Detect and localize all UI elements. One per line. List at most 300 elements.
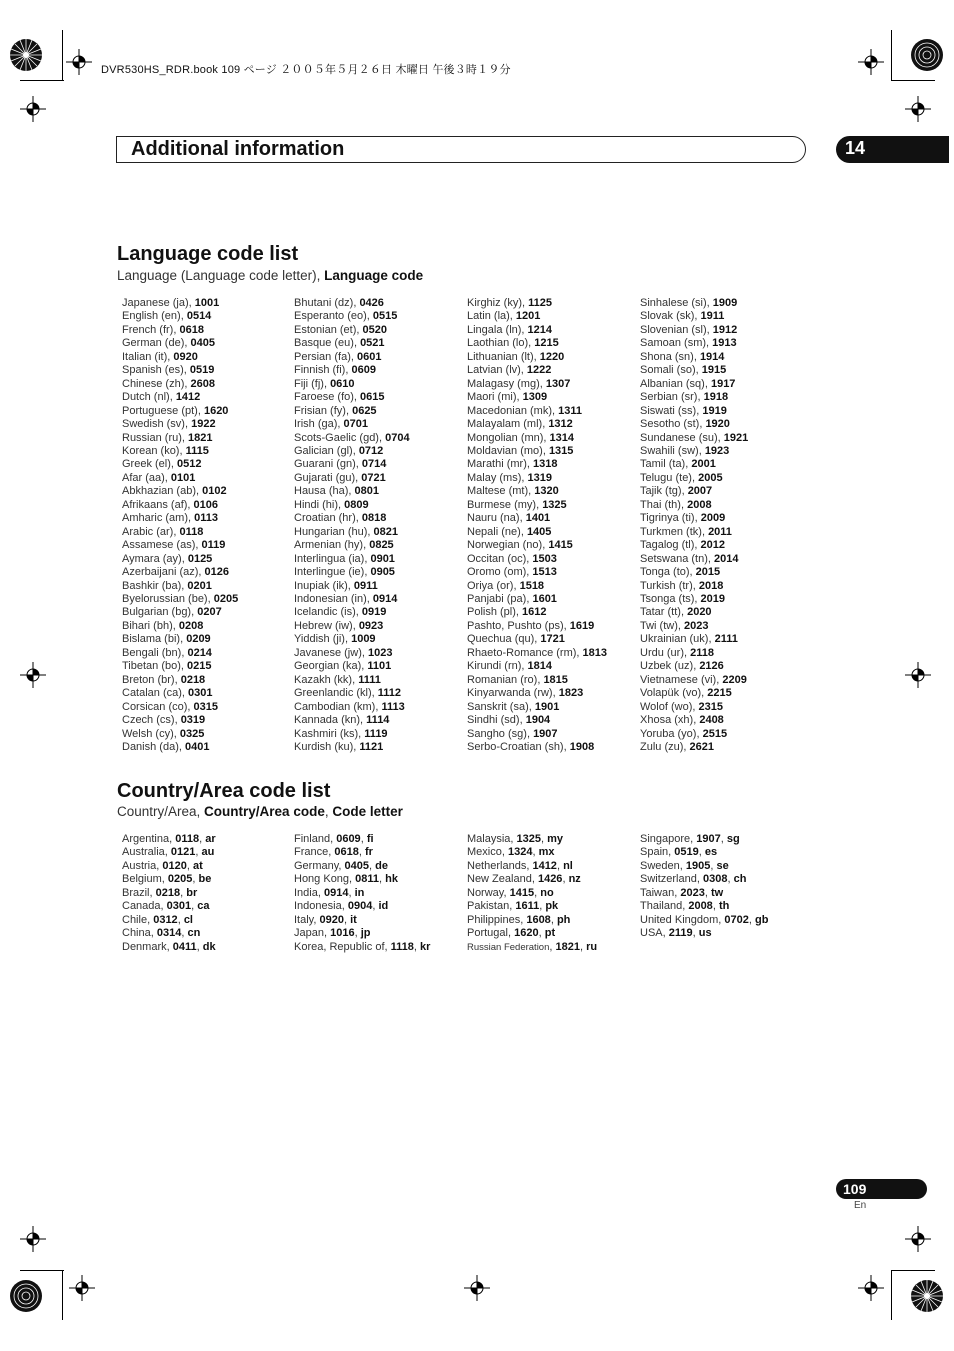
country-code: 2023 — [680, 886, 705, 899]
language-code: 0209 — [186, 633, 211, 646]
country-entry: Denmark, 0411, dk — [122, 940, 216, 953]
country-code: 0702 — [724, 913, 749, 926]
language-entry: Basque (eu), 0521 — [294, 337, 385, 350]
language-code: 2111 — [714, 633, 738, 646]
country-code: 1620 — [514, 927, 539, 940]
language-entry: Greenlandic (kl), 1112 — [294, 687, 402, 700]
language-name: Quechua (qu) — [467, 633, 535, 646]
language-entry: Bhutani (dz), 0426 — [294, 297, 384, 309]
country-letter: es — [704, 846, 718, 859]
country-letter: id — [378, 900, 389, 913]
registration-target-icon — [20, 662, 46, 688]
registration-target-icon — [20, 1226, 46, 1252]
country-letter: my — [547, 833, 564, 845]
country-name: Sweden — [640, 859, 680, 872]
color-registration-icon — [9, 1279, 43, 1313]
language-entry: Malayalam (ml), 1312 — [467, 418, 573, 431]
language-code: 0514 — [186, 310, 212, 323]
language-entry: Assamese (as), 0119 — [122, 539, 226, 552]
language-entry: Maltese (mt), 1320 — [467, 485, 559, 498]
language-entry: Welsh (cy), 0325 — [122, 727, 205, 740]
language-code: 1904 — [525, 714, 551, 727]
country-code: 1118 — [390, 940, 414, 953]
language-code: 1325 — [542, 498, 567, 511]
country-code: 0519 — [674, 846, 699, 859]
language-name: Burmese (my) — [467, 498, 537, 511]
language-name: Polish (pl) — [467, 606, 516, 619]
country-letter: ru — [586, 940, 598, 953]
language-entry: Esperanto (eo), 0515 — [294, 310, 398, 323]
country-code: 1325 — [516, 833, 542, 845]
language-name: Spanish (es) — [122, 364, 184, 377]
language-entry: Frisian (fy), 0625 — [294, 404, 377, 417]
country-entry: Russian Federation, 1821, ru — [467, 940, 598, 953]
language-code: 0205 — [213, 592, 239, 605]
language-name: Mongolian (mn) — [467, 431, 544, 444]
language-entry: Irish (ga), 0701 — [294, 418, 369, 431]
language-code: 0101 — [170, 471, 196, 484]
language-code: 2007 — [687, 485, 713, 498]
country-entry: Japan, 1016, jp — [294, 927, 371, 940]
color-registration-icon — [9, 38, 43, 72]
language-entry: Faroese (fo), 0615 — [294, 391, 385, 404]
country-name: Switzerland — [640, 873, 697, 886]
language-code: 0405 — [190, 337, 215, 350]
language-code: 1214 — [527, 323, 553, 336]
country-code: 1426 — [537, 873, 563, 886]
language-code: 0712 — [358, 444, 384, 457]
registration-target-icon — [858, 49, 884, 75]
language-name: Kurdish (ku) — [294, 740, 354, 753]
language-code: 1401 — [525, 512, 551, 525]
country-letter: be — [198, 873, 212, 886]
language-name: Chinese (zh) — [122, 377, 185, 390]
country-letter: us — [698, 927, 712, 940]
language-entry: Guarani (gn), 0714 — [294, 458, 387, 471]
language-name: Tamil (ta) — [640, 458, 686, 471]
language-code: 1620 — [203, 404, 229, 417]
language-entry: Afrikaans (af), 0106 — [122, 498, 219, 511]
language-name: Bashkir (ba) — [122, 579, 182, 592]
country-letter: dk — [202, 940, 216, 953]
language-code: 2015 — [695, 566, 721, 579]
language-code: 1023 — [367, 646, 393, 659]
language-entry: Sundanese (su), 1921 — [640, 431, 749, 444]
language-name: Kirundi (rn) — [467, 660, 522, 673]
language-entry: Hindi (hi), 0809 — [294, 498, 369, 511]
country-entry: USA, 2119, us — [640, 927, 712, 940]
language-entry: Zulu (zu), 2621 — [640, 740, 715, 753]
language-entry: Italian (it), 0920 — [122, 350, 198, 363]
country-name: Pakistan — [467, 900, 510, 913]
country-entry: Thailand, 2008, th — [640, 900, 730, 913]
language-code: 1918 — [703, 391, 729, 404]
country-name: Canada — [122, 900, 161, 913]
language-entry: Shona (sn), 1914 — [640, 350, 725, 363]
language-entry: Bislama (bi), 0209 — [122, 633, 211, 646]
country-letter: tw — [710, 886, 724, 899]
language-name: Gujarati (gu) — [294, 471, 356, 484]
country-name: Japan — [294, 927, 324, 940]
language-entry: Interlingue (ie), 0905 — [294, 566, 395, 579]
language-name: Aymara (ay) — [122, 552, 182, 565]
language-entry: Indonesian (in), 0914 — [294, 592, 398, 605]
language-name: Samoan (sm) — [640, 337, 707, 350]
country-code: 0609 — [336, 833, 361, 845]
language-entry: Afar (aa), 0101 — [122, 471, 196, 484]
country-name: India — [294, 886, 318, 899]
language-name: Sundanese (su) — [640, 431, 718, 444]
country-name: Indonesia — [294, 900, 342, 913]
country-entry: Netherlands, 1412, nl — [467, 859, 573, 872]
language-name: Swedish (sv) — [122, 418, 185, 431]
country-letter: mx — [538, 846, 555, 859]
language-name: Corsican (co) — [122, 700, 188, 713]
country-entry: Hong Kong, 0811, hk — [294, 873, 399, 886]
language-entry: Bulgarian (bg), 0207 — [122, 606, 222, 619]
language-entry: Ukrainian (uk), 2111 — [640, 633, 738, 646]
country-entry: Canada, 0301, ca — [122, 900, 210, 913]
language-entry: Marathi (mr), 1318 — [467, 458, 558, 471]
country-name: Netherlands — [467, 859, 527, 872]
language-entry: Uzbek (uz), 2126 — [640, 660, 724, 673]
language-code: 0426 — [359, 297, 384, 309]
country-letter: it — [350, 913, 357, 926]
language-name: Hausa (ha) — [294, 485, 349, 498]
language-entry: Siswati (ss), 1919 — [640, 404, 727, 417]
language-code: 0512 — [177, 458, 202, 471]
country-code: 0205 — [167, 873, 193, 886]
language-entry: Volapük (vo), 2215 — [640, 687, 732, 700]
country-code: 1907 — [696, 833, 721, 845]
language-code: 0106 — [193, 498, 219, 511]
language-name: Wolof (wo) — [640, 700, 693, 713]
language-code: 0125 — [187, 552, 213, 565]
language-name: Lithuanian (lt) — [467, 350, 534, 363]
country-name: Italy — [294, 913, 314, 926]
language-entry: Maori (mi), 1309 — [467, 391, 548, 404]
language-entry: Danish (da), 0401 — [122, 740, 210, 753]
language-name: Byelorussian (be) — [122, 592, 208, 605]
language-entry: Amharic (am), 0113 — [122, 512, 219, 525]
language-code: 1309 — [522, 391, 548, 404]
country-entry: Singapore, 1907, sg — [640, 833, 740, 845]
language-code: 2608 — [190, 377, 215, 390]
language-name: Tibetan (bo) — [122, 660, 181, 673]
language-entry: Kazakh (kk), 1111 — [294, 673, 381, 686]
language-name: Inupiak (ik) — [294, 579, 348, 592]
language-name: Frisian (fy) — [294, 404, 346, 417]
language-name: Estonian (et) — [294, 323, 357, 336]
language-code: 2315 — [698, 700, 723, 713]
language-code: 1823 — [558, 687, 584, 700]
language-entry: Urdu (ur), 2118 — [640, 646, 715, 659]
language-code: 1315 — [548, 444, 574, 457]
country-entry: Switzerland, 0308, ch — [640, 873, 747, 886]
language-entry: Azerbaijani (az), 0126 — [122, 566, 230, 579]
color-registration-icon — [910, 1279, 944, 1313]
language-code: 2012 — [700, 539, 726, 552]
language-entry: Swahili (sw), 1923 — [640, 444, 730, 457]
language-name: Tsonga (ts) — [640, 592, 695, 605]
language-name: Dutch (nl) — [122, 391, 170, 404]
language-entry: Nauru (na), 1401 — [467, 512, 551, 525]
language-name: Nauru (na) — [467, 512, 520, 525]
country-name: Thailand — [640, 900, 683, 913]
language-entry: Galician (gl), 0712 — [294, 444, 384, 457]
language-entry: Finnish (fi), 0609 — [294, 364, 376, 377]
language-code: 1125 — [528, 297, 553, 309]
language-column — [122, 297, 238, 754]
language-code: 2215 — [707, 687, 732, 700]
language-name: Georgian (ka) — [294, 660, 362, 673]
language-name: Tagalog (tl) — [640, 539, 695, 552]
country-letter: ca — [197, 900, 210, 913]
country-code: 0121 — [170, 846, 196, 859]
language-entry: Gujarati (gu), 0721 — [294, 471, 386, 484]
country-entry: Brazil, 0218, br — [122, 886, 198, 899]
language-code: 1901 — [534, 700, 560, 713]
language-code: 0319 — [180, 714, 206, 727]
language-name: Russian (ru) — [122, 431, 182, 444]
language-code: 0515 — [372, 310, 398, 323]
language-name: Urdu (ur) — [640, 646, 685, 659]
language-name: Finnish (fi) — [294, 364, 346, 377]
country-letter: br — [186, 886, 198, 899]
language-name: Norwegian (no) — [467, 539, 543, 552]
country-entry: Portugal, 1620, pt — [467, 927, 556, 940]
language-entry: Kinyarwanda (rw), 1823 — [467, 687, 584, 700]
country-name: Brazil — [122, 886, 150, 899]
country-code: 2119 — [668, 927, 693, 940]
language-entry: Romanian (ro), 1815 — [467, 673, 568, 686]
language-code: 1907 — [533, 727, 558, 740]
language-name: Kazakh (kk) — [294, 673, 353, 686]
language-name: Basque (eu) — [294, 337, 354, 350]
language-entry: Turkmen (tk), 2011 — [640, 525, 732, 538]
country-code: 0312 — [153, 913, 178, 926]
language-code: 1314 — [549, 431, 575, 444]
language-name: Afrikaans (af) — [122, 498, 188, 511]
language-name: Greek (el) — [122, 458, 171, 471]
country-letter: th — [718, 900, 730, 913]
language-entry: Setswana (tn), 2014 — [640, 552, 739, 565]
language-name: Thai (th) — [640, 498, 681, 511]
language-code: 0208 — [178, 619, 204, 632]
country-name: Austria — [122, 859, 157, 872]
language-entry: French (fr), 0618 — [122, 323, 204, 336]
language-code: 1001 — [194, 297, 220, 309]
country-name: Spain — [640, 846, 669, 859]
language-name: Uzbek (uz) — [640, 660, 694, 673]
crop-mark — [20, 80, 64, 81]
country-entry: Norway, 1415, no — [467, 886, 554, 899]
country-section-title: Country/Area code list — [117, 780, 331, 802]
color-registration-icon — [910, 38, 944, 72]
language-code: 1009 — [351, 633, 376, 646]
language-code: 0901 — [370, 552, 395, 565]
language-entry: Kurdish (ku), 1121 — [294, 740, 384, 753]
language-entry: Somali (so), 1915 — [640, 364, 727, 377]
country-name: Singapore — [640, 833, 691, 845]
language-entry: Lithuanian (lt), 1220 — [467, 350, 565, 363]
language-entry: Yiddish (ji), 1009 — [294, 633, 376, 646]
language-entry: Pashto, Pushto (ps), 1619 — [467, 619, 595, 632]
country-name: Philippines — [467, 913, 521, 926]
language-name: Tatar (tt) — [640, 606, 681, 619]
language-name: Shona (sn) — [640, 350, 694, 363]
language-name: Sesotho (st) — [640, 418, 700, 431]
country-code: 1905 — [685, 859, 711, 872]
language-code: 1920 — [705, 418, 730, 431]
country-code: 0811 — [355, 873, 380, 886]
chapter-number-tab — [836, 136, 949, 163]
language-code: 1405 — [526, 525, 552, 538]
language-code: 2014 — [714, 552, 739, 565]
language-code: 0919 — [361, 606, 387, 619]
language-entry: Hungarian (hu), 0821 — [294, 525, 398, 538]
language-code: 1121 — [359, 740, 384, 753]
language-code: 1619 — [569, 619, 595, 632]
language-code: 0201 — [187, 579, 212, 592]
language-name: Javanese (jw) — [294, 646, 362, 659]
language-entry: Latin (la), 1201 — [467, 310, 541, 323]
language-entry: Sangho (sg), 1907 — [467, 727, 558, 740]
language-entry: Norwegian (no), 1415 — [467, 539, 573, 552]
language-entry: Armenian (hy), 0825 — [294, 539, 394, 552]
language-entry: Catalan (ca), 0301 — [122, 687, 213, 700]
language-entry: Malagasy (mg), 1307 — [467, 377, 571, 390]
country-name: Australia — [122, 846, 165, 859]
country-name: Belgium — [122, 873, 162, 886]
country-name: Argentina — [122, 833, 170, 845]
language-name: Albanian (sq) — [640, 377, 705, 390]
language-entry: Wolof (wo), 2315 — [640, 700, 723, 713]
language-code: 1114 — [366, 714, 390, 727]
language-code: 0315 — [193, 700, 219, 713]
language-code: 2018 — [698, 579, 724, 592]
language-code: 2126 — [699, 660, 724, 673]
language-code: 1307 — [545, 377, 571, 390]
country-letter: at — [192, 859, 203, 872]
language-name: Bhutani (dz) — [294, 297, 354, 309]
language-code: 0704 — [385, 431, 410, 444]
language-code: 0215 — [187, 660, 212, 673]
language-name: Turkish (tr) — [640, 579, 693, 592]
country-name: China — [122, 927, 151, 940]
language-name: Oriya (or) — [467, 579, 514, 592]
language-name: Ukrainian (uk) — [640, 633, 709, 646]
language-code: 1917 — [710, 377, 736, 390]
country-code: 2008 — [688, 900, 713, 913]
country-letter: fi — [366, 833, 374, 845]
language-code: 1601 — [532, 592, 557, 605]
language-name: Interlingua (ia) — [294, 552, 365, 565]
language-code: 0520 — [362, 323, 387, 336]
language-code: 0521 — [360, 337, 385, 350]
language-entry: Bihari (bh), 0208 — [122, 619, 204, 632]
language-entry: Russian (ru), 1821 — [122, 431, 213, 444]
language-name: Cambodian (km) — [294, 700, 376, 713]
country-letter: de — [375, 859, 388, 872]
language-name: Croatian (hr) — [294, 512, 356, 525]
chapter-title: Additional information — [131, 138, 345, 160]
country-letter: in — [354, 886, 365, 899]
language-entry: German (de), 0405 — [122, 337, 215, 350]
language-entry: Thai (th), 2008 — [640, 498, 712, 511]
language-name: Zulu (zu) — [640, 740, 684, 753]
language-code: 1612 — [522, 606, 547, 619]
language-code: 1909 — [712, 297, 738, 309]
language-name: Tajik (tg) — [640, 485, 682, 498]
language-name: Malagasy (mg) — [467, 377, 540, 390]
language-name: Turkmen (tk) — [640, 525, 702, 538]
country-name: Germany — [294, 859, 339, 872]
country-name: Hong Kong — [294, 873, 350, 886]
language-entry: Cambodian (km), 1113 — [294, 700, 405, 713]
language-code: 1318 — [533, 458, 558, 471]
country-column — [294, 833, 430, 954]
language-entry: Oromo (om), 1513 — [467, 566, 557, 579]
language-name: Icelandic (is) — [294, 606, 356, 619]
language-code: 1311 — [558, 404, 582, 417]
language-code: 1119 — [364, 727, 388, 740]
language-code: 2005 — [698, 471, 723, 484]
language-name: Faroese (fo) — [294, 391, 354, 404]
language-entry: Tsonga (ts), 2019 — [640, 592, 726, 605]
language-entry: Kirghiz (ky), 1125 — [467, 297, 553, 309]
country-entry: Australia, 0121, au — [122, 846, 215, 859]
language-entry: Vietnamese (vi), 2209 — [640, 673, 747, 686]
language-name: Slovak (sk) — [640, 310, 695, 323]
language-name: Catalan (ca) — [122, 687, 182, 700]
language-entry: Oriya (or), 1518 — [467, 579, 545, 592]
country-entry: Chile, 0312, cl — [122, 913, 193, 926]
language-column — [640, 297, 748, 754]
language-name: Lingala (ln) — [467, 323, 522, 336]
language-code: 2009 — [700, 512, 726, 525]
language-code: 0609 — [351, 364, 376, 377]
country-entry: Germany, 0405, de — [294, 859, 388, 872]
language-name: Latin (la) — [467, 310, 510, 323]
language-entry: Portuguese (pt), 1620 — [122, 404, 229, 417]
language-code: 1201 — [515, 310, 541, 323]
language-code: 1112 — [377, 687, 402, 700]
country-name: Taiwan — [640, 886, 675, 899]
country-letter: se — [716, 859, 729, 872]
language-entry: Twi (tw), 2023 — [640, 619, 709, 632]
print-job-header: DVR530HS_RDR.book 109 ページ ２００５年５月２６日 木曜日 午後３時１９分 — [101, 64, 511, 76]
language-entry: Corsican (co), 0315 — [122, 700, 219, 713]
language-entry: Hebrew (iw), 0923 — [294, 619, 384, 632]
country-entry: United Kingdom, 0702, gb — [640, 913, 769, 926]
language-name: Azerbaijani (az) — [122, 566, 199, 579]
language-entry: Estonian (et), 0520 — [294, 323, 387, 336]
country-code: 0118 — [175, 833, 200, 845]
country-code: 0308 — [702, 873, 728, 886]
language-code: 1415 — [548, 539, 573, 552]
language-entry: Macedonian (mk), 1311 — [467, 404, 582, 417]
country-entry: New Zealand, 1426, nz — [467, 873, 581, 886]
language-entry: Czech (cs), 0319 — [122, 714, 206, 727]
language-entry: Polish (pl), 1612 — [467, 606, 547, 619]
country-name: Portugal — [467, 927, 508, 940]
language-entry: Fiji (fj), 0610 — [294, 377, 355, 390]
language-name: Sinhalese (si) — [640, 297, 707, 309]
language-name: Laothian (lo) — [467, 337, 529, 350]
language-entry: Tajik (tg), 2007 — [640, 485, 713, 498]
language-name: Twi (tw) — [640, 619, 678, 632]
